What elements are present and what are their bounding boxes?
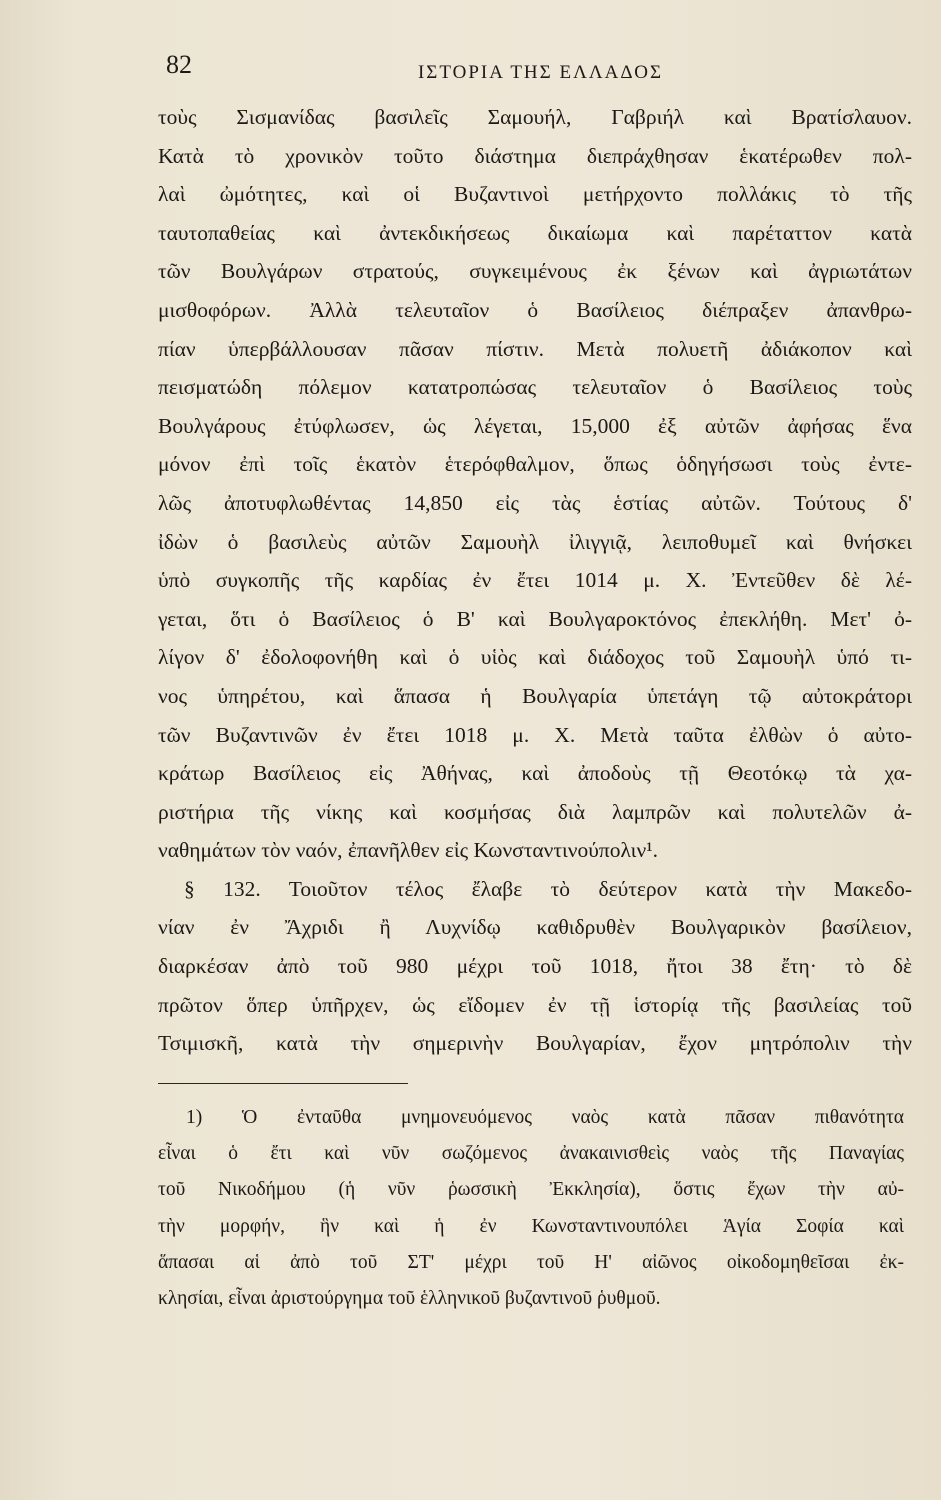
footnote-line: εἶναι ὁ ἔτι καὶ νῦν σωζόμενος ἀνακαινισθεὶς ναὸς τῆς Παναγίας xyxy=(158,1143,904,1165)
body-line: λῶς ἀποτυφλωθέντας 14,850 εἰς τὰς ἑστίας αὐτῶν. Τούτους δ' xyxy=(158,490,912,515)
body-line: ναθημάτων τὸν ναόν, ἐπανῆλθεν εἰς Κωνσταντινούπολιν¹. xyxy=(158,838,659,863)
section-line: § 132. Τοιοῦτον τέλος ἔλαβε τὸ δεύτερον κατὰ τὴν Μακεδο- xyxy=(184,876,912,901)
body-line: ταυτοπαθείας καὶ ἀντεκδικήσεως δικαίωμα καὶ παρέταττον κατὰ xyxy=(158,220,912,245)
main-text xyxy=(158,98,912,1063)
section-line: πρῶτον ὅπερ ὑπῆρχεν, ὡς εἴδομεν ἐν τῇ ἱστορίᾳ τῆς βασιλείας τοῦ xyxy=(158,992,912,1017)
footnote-divider xyxy=(158,1083,408,1084)
body-line: ὑπὸ συγκοπῆς τῆς καρδίας ἐν ἔτει 1014 μ. Χ. Ἐντεῦθεν δὲ λέ- xyxy=(158,568,912,593)
page-number: 82 xyxy=(166,50,192,79)
body-line: τοὺς Σισμανίδας βασιλεῖς Σαμουήλ, Γαβριήλ καὶ Βρατίσλαυον. xyxy=(158,105,912,129)
body-line: μόνον ἐπὶ τοῖς ἑκατὸν ἑτερόφθαλμον, ὅπως ὁδηγήσωσι τοὺς ἐντε- xyxy=(158,452,912,477)
section-line: νίαν ἐν Ἄχριδι ἢ Λυχνίδῳ καθιδρυθὲν Βουλγαρικὸν βασίλειον, xyxy=(158,915,912,940)
footnote-line: 1) Ὁ ἐνταῦθα μνημονευόμενος ναὸς κατὰ πᾶσαν πιθανότητα xyxy=(186,1107,904,1128)
body-line: γεται, ὅτι ὁ Βασίλειος ὁ Β' καὶ Βουλγαροκτόνος ἐπεκλήθη. Μετ' ὀ- xyxy=(158,606,912,631)
body-line: πίαν ὑπερβάλλουσαν πᾶσαν πίστιν. Μετὰ πολυετῆ ἀδιάκοπον καὶ xyxy=(158,336,912,361)
body-line: λίγον δ' ἐδολοφονήθη καὶ ὁ υἱὸς καὶ διάδοχος τοῦ Σαμουὴλ ὑπό τι- xyxy=(158,645,912,670)
footnote-line: τοῦ Νικοδήμου (ἡ νῦν ῥωσσικὴ Ἐκκλησία), ὅστις ἔχων τὴν αὐ- xyxy=(158,1179,904,1201)
body-line: ριστήρια τῆς νίκης καὶ κοσμήσας διὰ λαμπρῶν καὶ πολυτελῶν ἀ- xyxy=(158,799,912,824)
section-line: Τσιμισκῆ, κατὰ τὴν σημερινὴν Βουλγαρίαν, ἔχον μητρόπολιν τὴν xyxy=(158,1031,912,1056)
body-line: τῶν Βυζαντινῶν ἐν ἔτει 1018 μ. Χ. Μετὰ ταῦτα ἐλθὼν ὁ αὐτο- xyxy=(158,722,912,747)
body-line: κράτωρ Βασίλειος εἰς Ἀθήνας, καὶ ἀποδοὺς τῇ Θεοτόκῳ τὰ χα- xyxy=(158,761,912,786)
body-line: λαὶ ὠμότητες, καὶ οἱ Βυζαντινοὶ μετήρχοντο πολλάκις τὸ τῆς xyxy=(158,182,912,207)
footnote-line: τὴν μορφήν, ἣν καὶ ἡ ἐν Κωνσταντινουπόλει Ἁγία Σοφία καὶ xyxy=(158,1215,904,1237)
footnotes xyxy=(158,1100,904,1317)
section-line: διαρκέσαν ἀπὸ τοῦ 980 μέχρι τοῦ 1018, ἤτοι 38 ἔτη· τὸ δὲ xyxy=(158,954,912,979)
footnote-line: κλησίαι, εἶναι ἀριστούργημα τοῦ ἑλληνικοῦ βυζαντινοῦ ῥυθμοῦ. xyxy=(158,1287,661,1309)
body-line: μισθοφόρων. Ἀλλὰ τελευταῖον ὁ Βασίλειος διέπραξεν ἀπανθρω- xyxy=(158,297,912,322)
running-head: ΙΣΤΟΡΙΑ ΤΗΣ ΕΛΛΑΔΟΣ xyxy=(417,62,663,83)
body-line: τῶν Βουλγάρων στρατούς, συγκειμένους ἐκ ξένων καὶ ἀγριωτάτων xyxy=(158,259,912,284)
body-line: πεισματώδη πόλεμον κατατροπώσας τελευταῖον ὁ Βασίλειος τοὺς xyxy=(158,375,912,400)
body-line: Βουλγάρους ἐτύφλωσεν, ὡς λέγεται, 15,000 ἐξ αὐτῶν ἀφήσας ἕνα xyxy=(158,413,912,438)
body-line: ἰδὼν ὁ βασιλεὺς αὐτῶν Σαμουὴλ ἰλιγγιᾷ, λειποθυμεῖ καὶ θνήσκει xyxy=(158,529,912,554)
footnote-line: ἅπασαι αἱ ἀπὸ τοῦ ΣΤ' μέχρι τοῦ Η' αἰῶνος οἰκοδομηθεῖσαι ἐκ- xyxy=(158,1251,904,1273)
body-line: νος ὑπηρέτου, καὶ ἅπασα ἡ Βουλγαρία ὑπετάγη τῷ αὐτοκράτορι xyxy=(158,683,912,708)
body-line: Κατὰ τὸ χρονικὸν τοῦτο διάστημα διεπράχθησαν ἑκατέρωθεν πολ- xyxy=(158,143,912,168)
